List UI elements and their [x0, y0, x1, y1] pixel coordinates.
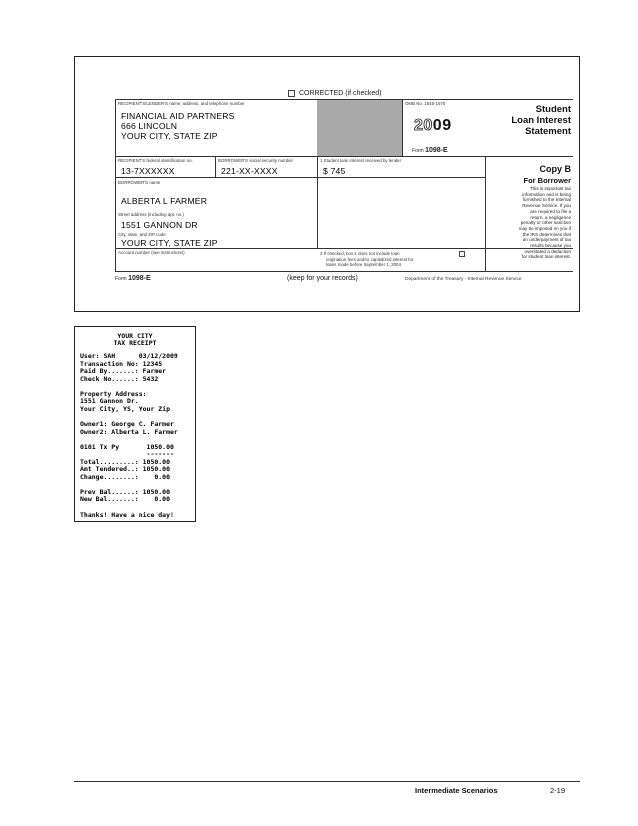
receipt-line: Change........: 0.00 [80, 472, 171, 481]
year-solid-digits: 09 [432, 117, 452, 134]
lender-name: FINANCIAL AID PARTNERS [121, 111, 235, 121]
receipt-line: Your City, YS, Your Zip [80, 404, 171, 413]
notice-line: This is important tax [529, 186, 571, 191]
notice-line: overstated a deduction [524, 248, 571, 254]
notice-line: results because you [530, 243, 571, 249]
rule [485, 156, 486, 271]
tax-year [414, 117, 452, 135]
box1-value: $ 745 [323, 166, 346, 176]
omb-number: OMB No. 1545-1576 [405, 101, 446, 106]
footer-page-number: 2-19 [550, 786, 566, 795]
notice-text [493, 186, 571, 260]
box2-text [320, 251, 413, 268]
box2-line: loans made before September 1, 2004 [326, 262, 401, 267]
rule [115, 99, 116, 271]
rule [402, 99, 403, 157]
receipt-line: Transaction No: 12345 [80, 359, 163, 368]
notice-line: are required to file a [530, 208, 571, 214]
ssn-value: 221-XX-XXXX [221, 166, 278, 176]
receipt-line: Check No......: 5432 [80, 374, 159, 383]
department-label: Department of the Treasury - Internal Revenue Service [405, 277, 522, 282]
lender-street: 666 LINCOLN [121, 121, 178, 131]
ssn-label: BORROWER'S social security number [218, 158, 294, 163]
box2-line: 2 If checked, box 1 does not include loan [320, 251, 400, 256]
street-label: Street address (including apt. no.) [118, 212, 184, 217]
receipt-line: User: SAH 03/12/2009 [80, 352, 178, 360]
fed-id-label: RECIPIENT'S federal identification no. [118, 158, 193, 163]
borrower-street: 1551 GANNON DR [121, 220, 198, 230]
receipt-line: ------- [80, 450, 174, 459]
receipt-subtitle: TAX RECEIPT [113, 339, 157, 347]
footer-section-title: Intermediate Scenarios [415, 786, 498, 795]
form-number-value: 1098-E [425, 147, 448, 154]
borrower-name-label: BORROWER'S name [118, 180, 161, 185]
notice-line: may be imposed on you if [518, 225, 571, 231]
fed-id-value: 13-7XXXXXX [121, 166, 175, 176]
city-label: City, state, and ZIP code [118, 232, 166, 237]
receipt-title: YOUR CITY [117, 332, 153, 340]
borrower-name: ALBERTA L FARMER [121, 196, 208, 206]
title-line: Statement [525, 126, 571, 137]
notice-line: information and is being [522, 191, 571, 197]
box2-checkbox[interactable] [459, 251, 465, 257]
lender-label: RECIPIENT'S/LENDER'S name, address, and telephone number [118, 101, 245, 106]
form-1098e [74, 56, 580, 312]
gray-shaded-box [317, 100, 402, 156]
corrected-checkbox[interactable] [288, 90, 295, 97]
title-line: Loan Interest [511, 115, 571, 126]
notice-line: Revenue Service. If you [522, 203, 571, 209]
receipt-line: 1551 Gannon Dr. [80, 397, 139, 406]
tax-receipt [74, 326, 196, 522]
receipt-line: Paid By.......: Farmer [80, 367, 167, 376]
receipt-line: Owner2: Alberta L. Farmer [80, 427, 178, 436]
corrected-label: CORRECTED (if checked) [299, 90, 382, 97]
borrower-city: YOUR CITY, STATE ZIP [121, 238, 218, 248]
receipt-line: New Bal.......: 0.00 [80, 495, 171, 504]
receipt-line: 0101 Tx Py 1050.00 [80, 442, 174, 451]
notice-line: the IRS determines that [522, 231, 571, 237]
notice-line: an underpayment of tax [522, 237, 571, 243]
footer-form-number: Form 1098-E [115, 275, 151, 282]
for-borrower-label: For Borrower [523, 176, 571, 185]
notice-line: penalty or other sanction [520, 220, 571, 226]
year-outline-digits: 20 [414, 117, 433, 134]
receipt-line: Total.........: 1050.00 [80, 457, 171, 466]
receipt-line: Amt Tendered..: 1050.00 [80, 465, 171, 474]
rule [115, 271, 573, 272]
title-line: Student [535, 104, 571, 115]
receipt-line: Prev Bal......: 1050.00 [80, 487, 171, 496]
rule [215, 156, 216, 178]
account-label: Account number (see instructions) [118, 250, 185, 255]
receipt-line: Owner1: George C. Farmer [80, 419, 174, 428]
form-number: Form 1098-E [412, 147, 448, 154]
copy-b-label: Copy B [539, 164, 571, 174]
lender-city: YOUR CITY, STATE ZIP [121, 131, 218, 141]
rule [115, 156, 573, 157]
rule [115, 177, 485, 178]
form-title [511, 104, 571, 137]
notice-line: for student loan interest. [521, 254, 571, 260]
receipt-line: Thanks! Have a nice day! [80, 510, 174, 519]
box2-line: origination fees and/or capitalized interest for [326, 256, 414, 262]
receipt-line: Property Address: [80, 389, 147, 398]
box1-label: 1 Student loan interest received by lender [320, 158, 402, 163]
footer-form-value: 1098-E [128, 275, 151, 282]
keep-for-records: (keep for your records) [287, 275, 358, 282]
footer-rule [74, 781, 580, 782]
notice-line: furnished to the Internal [522, 197, 571, 203]
notice-line: return, a negligence [530, 214, 571, 220]
